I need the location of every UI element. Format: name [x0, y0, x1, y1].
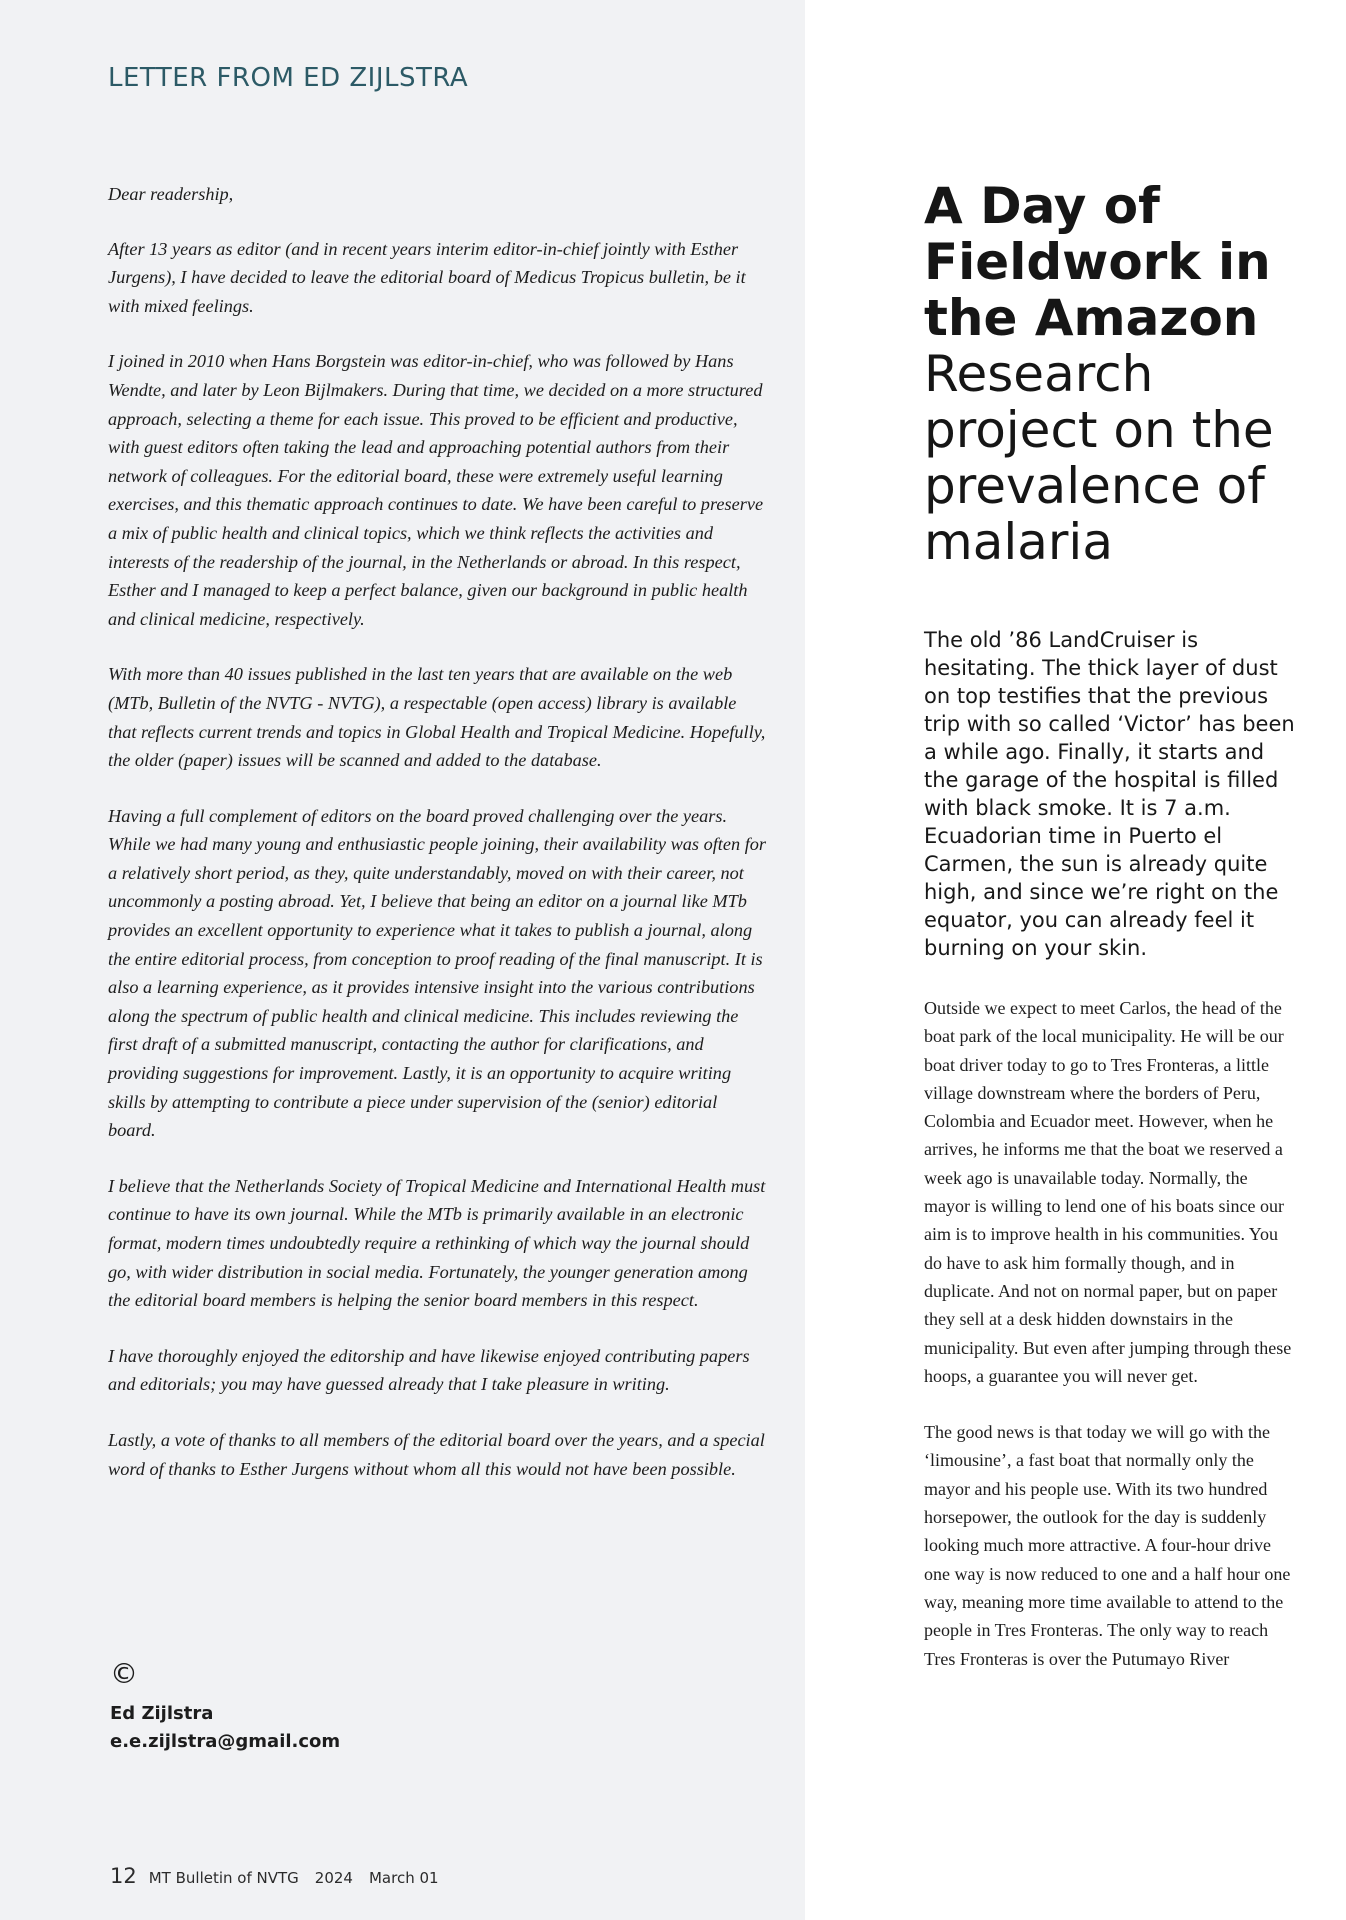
title-line: A Day of	[924, 177, 1160, 235]
copyright-icon: ©	[110, 1657, 138, 1690]
page-footer	[110, 1864, 439, 1888]
publication-name: MT Bulletin of NVTG	[148, 1869, 299, 1887]
signature-name: Ed Zijlstra	[110, 1703, 214, 1724]
letter-paragraph: I have thoroughly enjoyed the editorship and have likewise enjoyed contributing papers and editorials; you may have guessed already that I take pleasure in writing.	[108, 1345, 750, 1395]
article-lead: The old ’86 LandCruiser is hesitating. The thick layer of dust on top testifies that the previous trip with so called ‘Victor’ has been a while ago. Finally, it starts and the garage of the hospital is filled with black smoke. It is 7 a.m. Ecuadorian time in Puerto el Carmen, the sun is already quite high, and since we’re right on the equator, you can already feel it burning on your skin.	[924, 628, 1295, 960]
letter-paragraph: Lastly, a vote of thanks to all members of the editorial board over the years, and a special word of thanks to Esther Jurgens without whom all this would not have been possible.	[108, 1429, 765, 1479]
publication-issue: March 01	[368, 1869, 439, 1887]
letter-paragraph: I joined in 2010 when Hans Borgstein was editor-in-chief, who was followed by Hans Wendte, and later by Leon Bijlmakers. During that time, we decided on a more structured approach, selecting a theme for each issue. This proved to be efficient and productive, with guest editors often taking the lead and approaching potential authors from their network of colleagues. For the editorial board, these were extremely useful learning exercises, and this thematic approach continues to date. We have been careful to preserve a mix of public health and clinical topics, which we think reflects the activities and interests of the readership of the journal, in the Netherlands or abroad. In this respect, Esther and I managed to keep a perfect balance, given our background in public health and clinical medicine, respectively.	[108, 351, 764, 629]
subtitle-line: prevalence of	[924, 457, 1265, 515]
signature	[110, 1700, 340, 1756]
signature-email: e.e.zijlstra@gmail.com	[110, 1731, 341, 1752]
section-label: LETTER FROM ED ZIJLSTRA	[108, 63, 469, 93]
subtitle-line: project on the	[924, 401, 1274, 459]
title-line: the Amazon	[924, 289, 1259, 347]
article-paragraph: The good news is that today we will go with the ‘limousine’, a fast boat that normally only the mayor and his people use. With its two hundred horsepower, the outlook for the day is suddenly looking much more attractive. A four-hour drive one way is now reduced to one and a half hour one way, meaning more time available to attend to the people in Tres Fronteras. The only way to reach Tres Fronteras is over the Putumayo River	[924, 1422, 1291, 1669]
editor-letter	[108, 180, 768, 1510]
subtitle-line: Research	[924, 345, 1154, 403]
subtitle-line: malaria	[924, 513, 1113, 571]
letter-paragraph: After 13 years as editor (and in recent years interim editor-in-chief jointly with Esther Jurgens), I have decided to leave the editorial board of Medicus Tropicus bulletin, be it with mixed feelings.	[108, 238, 746, 316]
letter-greeting: Dear readership,	[108, 184, 234, 204]
letter-paragraph: I believe that the Netherlands Society of Tropical Medicine and International Health must continue to have its own journal. While the MTb is primarily available in an electronic format, modern times undoubtedly require a rethinking of which way the journal should go, with wider distribution in social media. Fortunately, the younger generation among the editorial board members is helping the senior board members in this respect.	[108, 1175, 766, 1311]
article-body	[924, 994, 1294, 1701]
article-title	[924, 178, 1324, 570]
page-number: 12	[110, 1864, 137, 1888]
article-paragraph: Outside we expect to meet Carlos, the head of the boat park of the local municipality. He will be our boat driver today to go to Tres Fronteras, a little village downstream where the borders of Peru, Colombia and Ecuador meet. However, when he arrives, he informs me that the boat we reserved a week ago is unavailable today. Normally, the mayor is willing to lend one of his boats since our aim is to improve health in his communities. You do have to ask him formally though, and in duplicate. And not on normal paper, but on paper they sell at a desk hidden downstairs in the municipality. But even after jumping through these hoops, a guarantee you will never get.	[924, 998, 1292, 1386]
letter-paragraph: Having a full complement of editors on the board proved challenging over the years. While we had many young and enthusiastic people joining, their availability was often for a relatively short period, as they, quite understandably, moved on with their career, not uncommonly a posting abroad. Yet, I believe that being an editor on a journal like MTb provides an excellent opportunity to experience what it takes to publish a journal, along the entire editorial process, from conception to proof reading of the final manuscript. It is also a learning experience, as it provides intensive insight into the various contributions along the spectrum of public health and clinical medicine. This includes reviewing the first draft of a submitted manuscript, contacting the author for clarifications, and providing suggestions for improvement. Lastly, it is an opportunity to acquire writing skills by attempting to contribute a piece under supervision of the (senior) editorial board.	[108, 805, 767, 1141]
title-line: Fieldwork in	[924, 233, 1271, 291]
letter-paragraph: With more than 40 issues published in the last ten years that are available on the web (MTb, Bulletin of the NVTG - NVTG), a respectable (open access) library is available that reflects current trends and topics in Global Health and Tropical Medicine. Hopefully, the older (paper) issues will be scanned and added to the database.	[108, 664, 766, 771]
publication-year: 2024	[314, 1869, 353, 1887]
